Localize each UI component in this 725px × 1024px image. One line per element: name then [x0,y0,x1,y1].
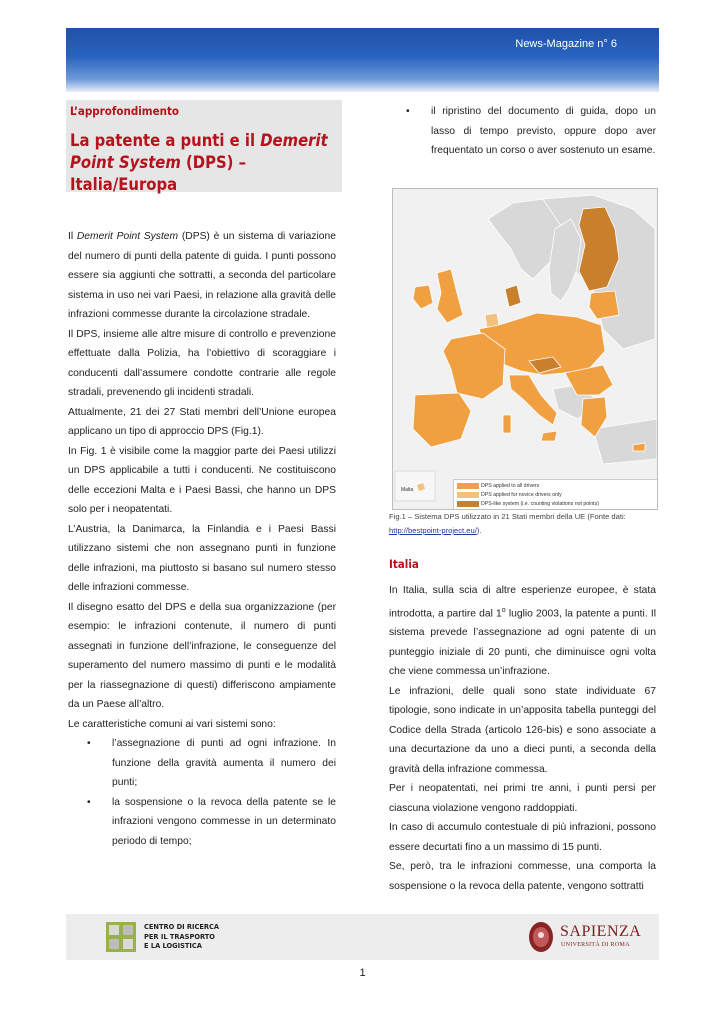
paragraph: Le caratteristiche comuni ai vari sistemi sono: [68,718,276,730]
list-item: • il ripristino del documento di guida, dopo un lasso di tempo previsto, oppure dopo aver frequentato un corso o aver sostenuto un esame. [389,102,656,161]
sapienza-subtitle: UNIVERSITÀ DI ROMA [561,942,630,948]
article-title-box [66,100,342,192]
section-heading: Italia [389,557,419,571]
section-kicker: L’approfondimento [70,104,180,118]
paragraph: L’Austria, la Danimarca, la Finlandia e i Paesi Bassi utilizzano sistemi che non assegnano punti in funzione delle infrazioni, ma piuttosto si basano sul numero stesso delle infrazioni commesse. [68,523,336,593]
header-band [66,28,659,92]
paragraph: In Fig. 1 è visibile come la maggior parte dei Paesi utilizzi un DPS applicabile a tutti i conducenti. Ne costituiscono delle eccezioni Malta e i Paesi Bassi, che hanno un DPS solo per i neopatentati. [68,445,336,515]
paragraph: Il DPS, insieme alle altre misure di controllo e prevenzione effettuate dalla Polizia, ha l’obiettivo di scoraggiare i conducenti dall’assumere condotte contrarie alle regole stradali, prevenendo gli incidenti stradali. [68,328,336,398]
sapienza-seal-icon [528,920,554,954]
left-column [68,227,336,851]
page-number: 1 [359,967,366,979]
paragraph: Le infrazioni, delle quali sono state individuate 67 tipologie, sono indicate in un’apposita tabella punteggi del Codice della Strada (articolo 126-bis) e sono associate a una decurtazione da uno a dieci punti, a seconda della gravità della infrazione commessa. [389,685,656,775]
map-legend [453,479,658,510]
list-item: • l’assegnazione di punti ad ogni infrazione. In funzione della gravità aumenta il numero dei punti; [68,734,336,793]
sapienza-name: SAPIENZA [560,923,642,940]
source-link[interactable]: http://bestpoint-project.eu/ [389,526,477,535]
legend-item: DPS-like system (i.e. counting violations not points) [457,500,599,508]
research-center-logo-icon [106,922,136,952]
paragraph: Per i neopatentati, nei primi tre anni, i punti persi per ciascuna violazione vengono raddoppiati. [389,783,656,814]
footer-band [66,914,659,960]
research-center-name: CENTRO DI RICERCA PER IL TRASPORTO E LA LOGISTICA [144,922,220,950]
list-item: • la sospensione o la revoca della patente se le infrazioni vengono commesse in un determinato periodo di tempo; [68,793,336,852]
article-title: La patente a punti e il Demerit Point System (DPS) – Italia/Europa [70,131,328,194]
paragraph: Se, però, tra le infrazioni commesse, una comporta la sospensione o la revoca della patente, vengono sottratti [389,861,656,892]
paragraph: In Italia, sulla scia di altre esperienze europee, è stata introdotta, a partire dal 1$^o$ luglio 2003, la patente a punti. Il sistema prevede l’assegnazione ad ogni patente di un punteggio iniziale di 20 punti, che diminuisce ogni volta che viene commessa un’infrazione. [389,585,656,678]
paragraph: Il Demerit Point System (DPS) è un sistema di variazione del numero di punti della patente di guida. I punti possono essere sia aggiunti che sottratti, a seconda del particolare sistema in uso nei vari Paesi, in relazione alla gravità delle infrazioni commesse durante la circolazione stradale. [68,231,336,320]
legend-item: DPS applied to all drivers [457,482,539,490]
bullet-list [389,102,656,161]
magazine-title: News-Magazine n° 6 [515,38,617,50]
figure-caption: Fig.1 – Sistema DPS utilizzato in 21 Stati membri della UE (Fonte dati: http://bestpoint-project.eu/). [389,512,626,535]
paragraph: Attualmente, 21 dei 27 Stati membri dell’Unione europea applicano un tipo di approccio DPS (Fig.1). [68,406,336,437]
malta-label: Malta [401,487,414,493]
map-graphic [393,189,657,509]
paragraph: Il disegno esatto del DPS e della sua organizzazione (per esempio: le infrazioni contenute, il numero di punti assegnati in funzione dell’infrazione, le conseguenze del superamento del numero massimo di punti e le modalità per la riassegnazione di questi) differiscono ampiamente da un Paese all’altro. [68,601,336,710]
right-column [389,581,656,896]
europe-dps-map [392,188,658,510]
legend-item: DPS applied for novice drivers only [457,491,562,499]
right-column-top [389,102,656,161]
paragraph: In caso di accumulo contestuale di più infrazioni, possono essere decurtati fino a un massimo di 15 punti. [389,822,656,853]
bullet-list [68,734,336,851]
